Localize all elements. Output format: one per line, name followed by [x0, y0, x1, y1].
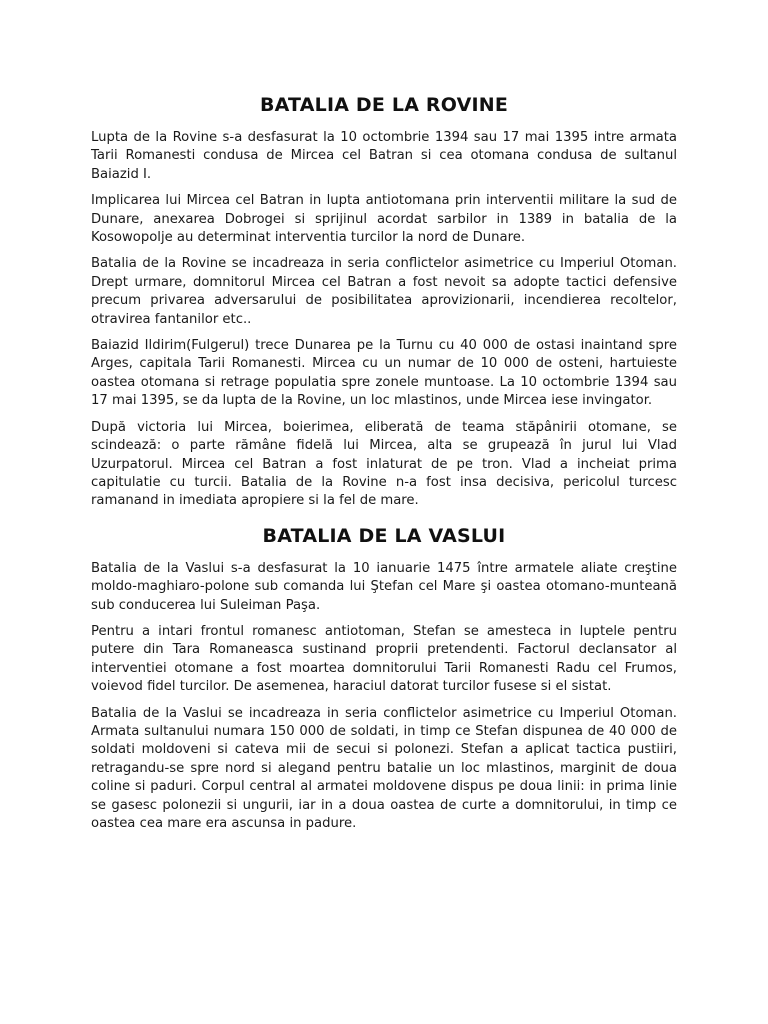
section-title-vaslui: BATALIA DE LA VASLUI: [262, 524, 506, 547]
paragraph: Batalia de la Rovine se incadreaza in seria conflictelor asimetrice cu Imperiul Otoman. Drept urmare, domnitorul Mircea cel Batran a fost nevoit sa adopte tactici defensive precum privarea adversarului de posibilitatea aprovizionarii, incendierea recoltelor, otravirea fantanilor etc..: [91, 256, 677, 327]
paragraph: Baiazid Ildirim(Fulgerul) trece Dunarea pe la Turnu cu 40 000 de ostasi inaintand spre Arges, capitala Tarii Romanesti. Mircea cu un numar de 10 000 de osteni, hartuieste oastea otomana si retrage populatia spre zonele muntoase. La 10 octombrie 1394 sau 17 mai 1395, se da lupta de la Rovine, un loc mlastinos, unde Mircea iese invingator.: [91, 338, 677, 409]
paragraph: Batalia de la Vaslui s-a desfasurat la 10 ianuarie 1475 între armatele aliate creştine moldo-maghiaro-polone sub comanda lui Ştefan cel Mare şi oastea otomano-munteană sub conducerea lui Suleiman Paşa.: [91, 560, 677, 613]
document-page: [91, 90, 677, 841]
section-title-rovine: BATALIA DE LA ROVINE: [259, 94, 509, 116]
paragraph: Lupta de la Rovine s-a desfasurat la 10 octombrie 1394 sau 17 mai 1395 intre armata Tarii Romanesti condusa de Mircea cel Batran si cea otomana condusa de sultanul Baiazid I.: [91, 130, 677, 182]
paragraph: După victoria lui Mircea, boierimea, eliberată de teama stăpânirii otomane, se scindează: o parte rămâne fidelă lui Mircea, alta se grupează în jurul lui Vlad Uzurpatorul. Mircea cel Batran a fost inlaturat de pe tron. Vlad a incheiat prima capitulatie cu turcii. Batalia de la Rovine n-a fost insa decisiva, pericolul turcesc ramanand in imediata apropiere si la fel de mare.: [91, 419, 677, 509]
paragraph: Pentru a intari frontul romanesc antiotoman, Stefan se amesteca in luptele pentru putere din Tara Romaneasca sustinand proprii pretendenti. Factorul declansator al interventiei otomane a fost moartea domnitorului Tarii Romanesti Radu cel Frumos, voievod fidel turcilor. De asemenea, haraciul datorat turcilor fusese si el sistat.: [91, 623, 677, 695]
paragraph: Batalia de la Vaslui se incadreaza in seria conflictelor asimetrice cu Imperiul Otoman. Armata sultanului numara 150 000 de soldati, in timp ce Stefan dispunea de 40 000 de soldati moldoveni si cateva mii de secui si polonezi. Stefan a aplicat tactica pustiiri, retragandu-se spre nord si alegand pentru batalie un loc mlastinos, marginit de doua coline si paduri. Corpul central al armatei moldovene dispus pe doua linii: in prima linie se gasesc polonezii si ungurii, iar in a doua oastea de curte a domnitorului, in timp ce oastea cea mare era ascunsa in padure.: [91, 705, 677, 831]
paragraph: Implicarea lui Mircea cel Batran in lupta antiotomana prin interventii militare la sud de Dunare, anexarea Dobrogei si sprijinul acordat sarbilor in 1389 in batalia de la Kosowopolje au determinat interventia turcilor la nord de Dunare.: [91, 193, 677, 246]
